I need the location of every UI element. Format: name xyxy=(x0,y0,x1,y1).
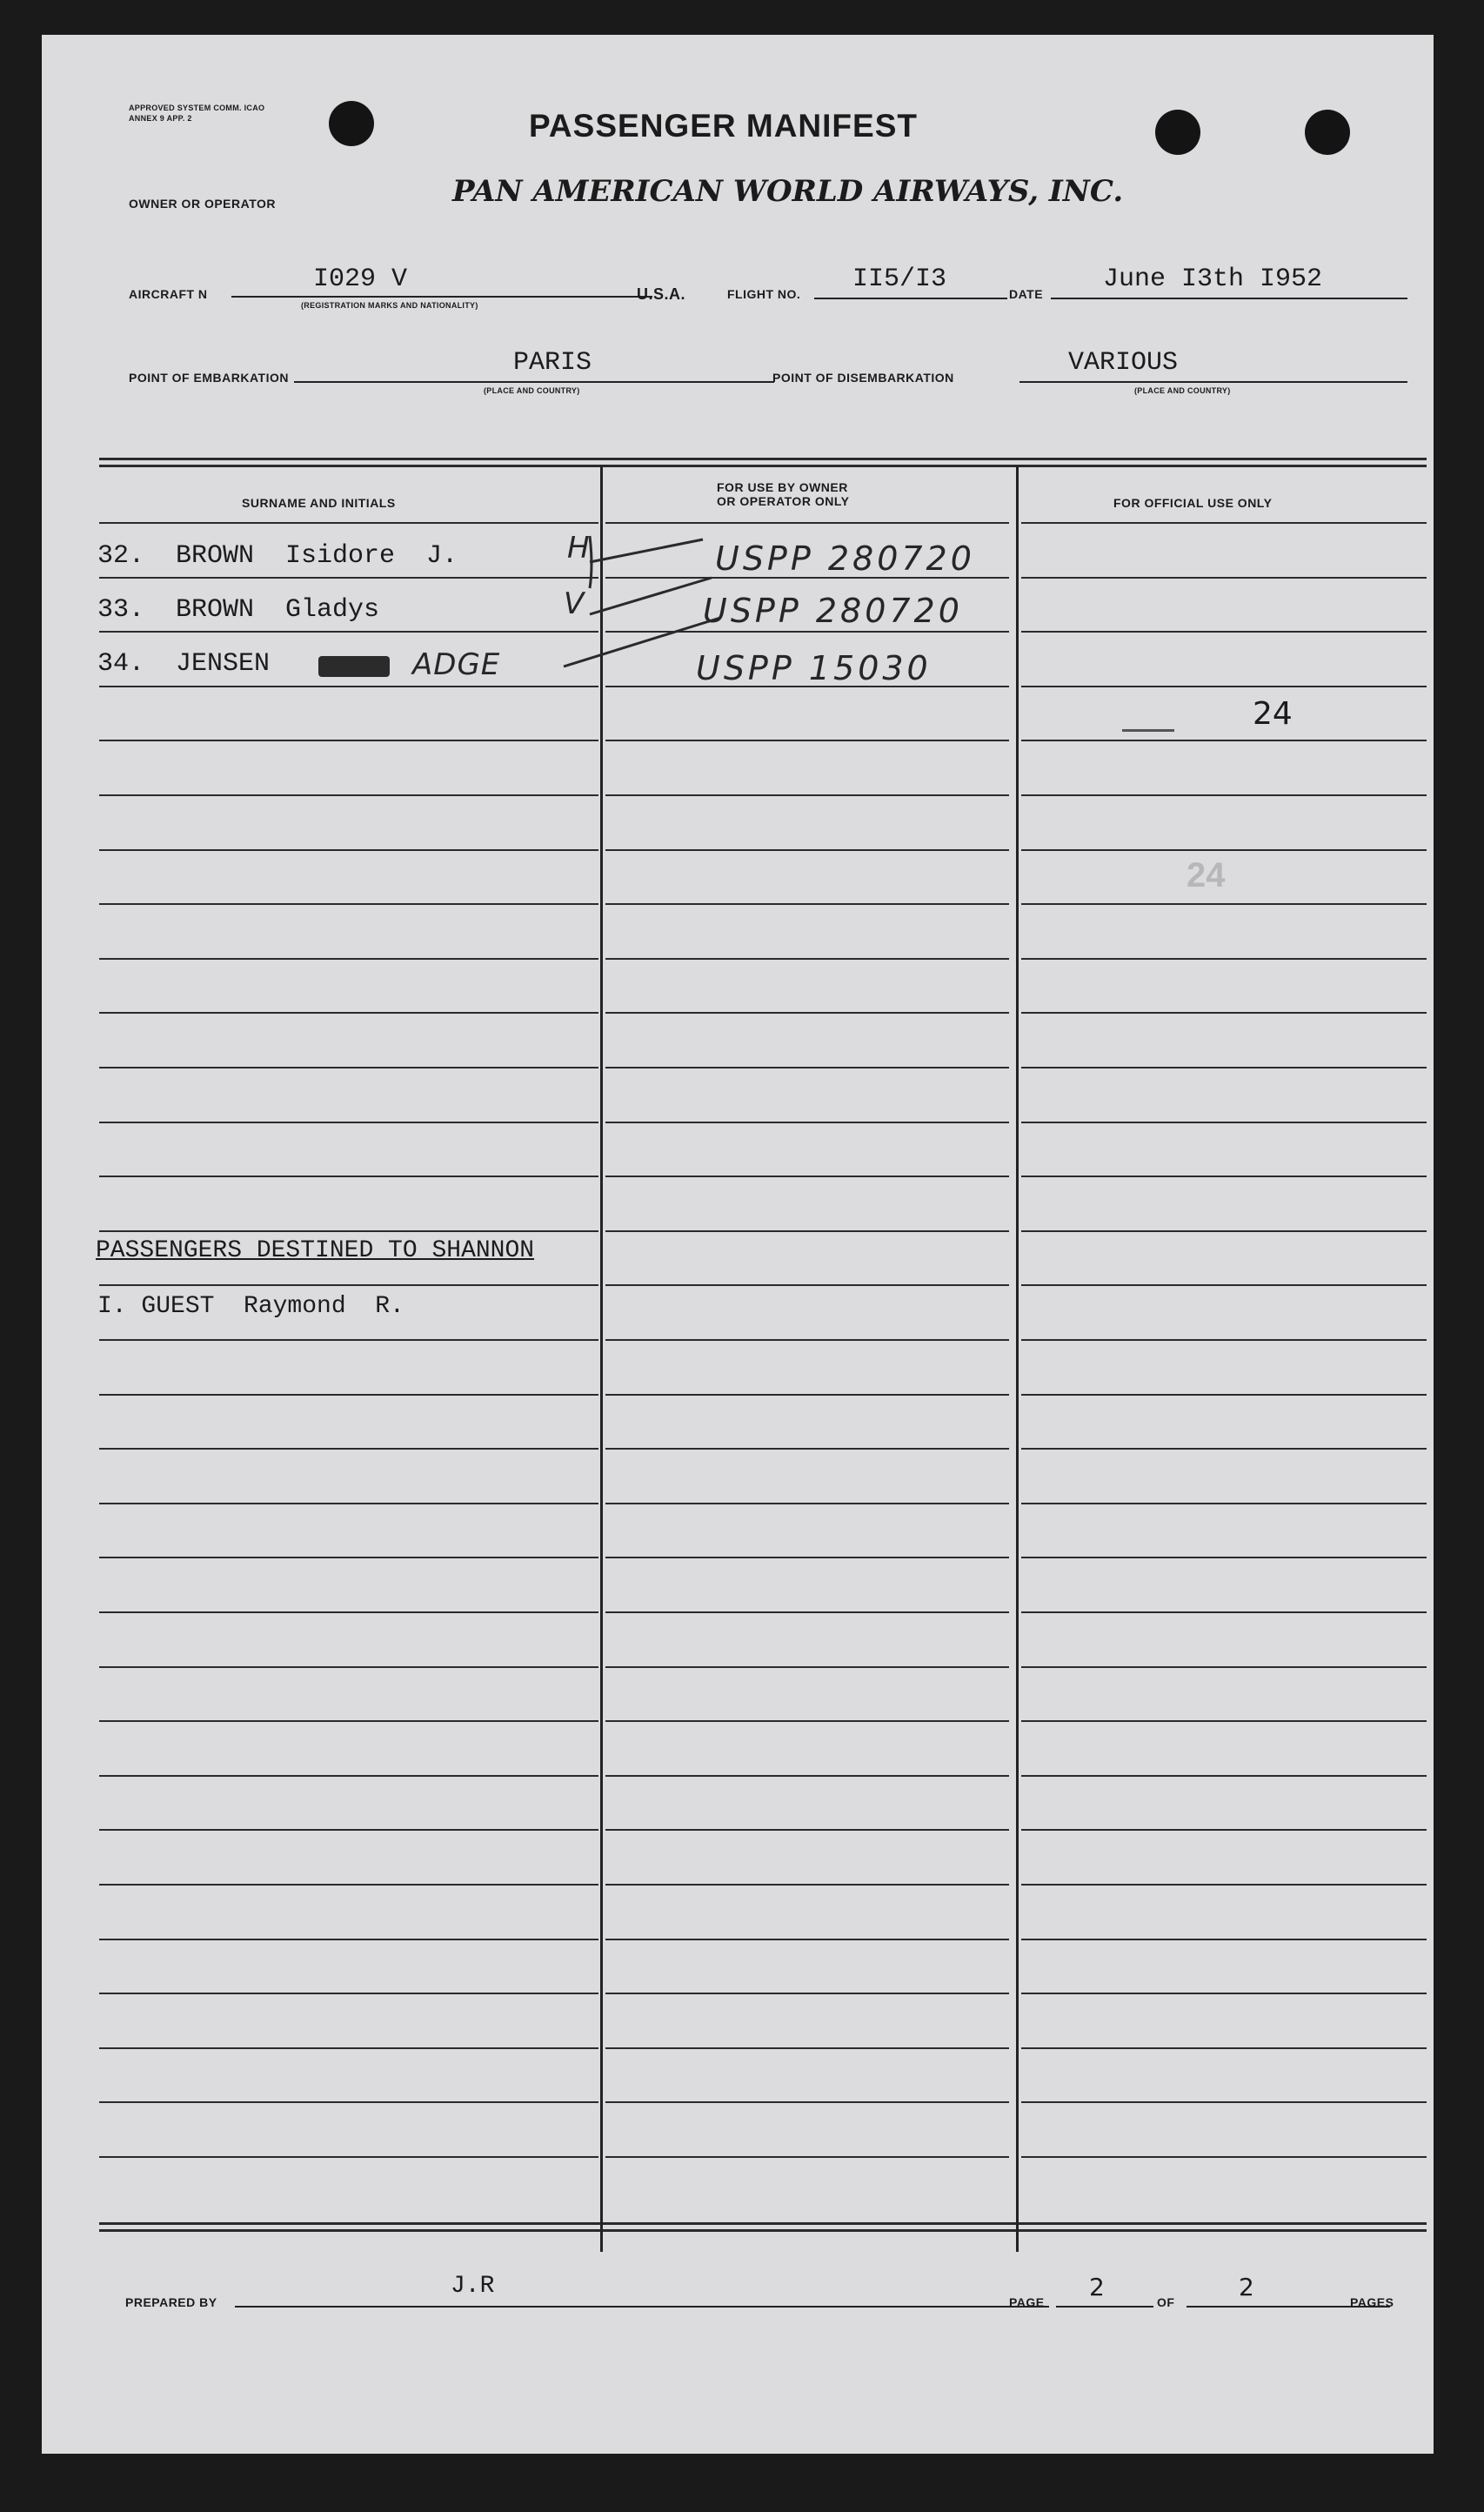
row-rule xyxy=(1021,794,1427,796)
row-rule xyxy=(605,1012,1009,1014)
punch-hole xyxy=(1155,110,1200,155)
row-rule xyxy=(99,958,598,960)
punch-hole xyxy=(1305,110,1350,155)
row-rule xyxy=(605,1394,1009,1396)
row-rule xyxy=(99,2101,598,2103)
row-rule xyxy=(605,794,1009,796)
row-rule xyxy=(605,1230,1009,1232)
row-rule xyxy=(99,1939,598,1940)
row-rule xyxy=(99,1230,598,1232)
handwritten-mark: ADGE xyxy=(412,647,501,682)
passenger-row-name: 34. JENSEN xyxy=(97,649,271,679)
pages-label: PAGES xyxy=(1350,2295,1394,2309)
passenger-row-name: 33. BROWN Gladys xyxy=(97,595,380,625)
row-rule xyxy=(1021,631,1427,633)
of-label: OF xyxy=(1157,2295,1175,2309)
embark-label: POINT OF EMBARKATION xyxy=(129,371,289,385)
row-rule xyxy=(99,1284,598,1286)
row-rule xyxy=(1021,1284,1427,1286)
row-rule xyxy=(605,1557,1009,1558)
row-rule xyxy=(99,1012,598,1014)
document-code: USPP 15030 xyxy=(696,649,932,687)
aircraft-value: I029 V xyxy=(313,265,408,294)
row-rule xyxy=(1021,1666,1427,1668)
row-rule xyxy=(605,2156,1009,2158)
usa-label: U.S.A. xyxy=(637,285,686,303)
official-count: 24 xyxy=(1253,696,1293,732)
row-rule xyxy=(99,1611,598,1613)
row-rule xyxy=(1021,1122,1427,1123)
of-value: 2 xyxy=(1239,2273,1254,2301)
row-rule xyxy=(605,1884,1009,1886)
row-rule xyxy=(99,1829,598,1831)
table-top-rule xyxy=(99,465,1427,467)
document-code: USPP 280720 xyxy=(715,539,975,578)
flight-value: II5/I3 xyxy=(852,265,947,294)
row-rule xyxy=(99,1993,598,1994)
row-rule xyxy=(605,1448,1009,1450)
document-code: USPP 280720 xyxy=(703,592,963,630)
flight-label: FLIGHT NO. xyxy=(727,287,801,301)
row-rule xyxy=(99,903,598,905)
row-rule xyxy=(99,2047,598,2049)
handwritten-mark: H xyxy=(567,531,593,566)
row-rule xyxy=(1021,1230,1427,1232)
col-header-owner-2: OR OPERATOR ONLY xyxy=(717,494,850,508)
row-rule xyxy=(1021,1067,1427,1068)
row-rule xyxy=(1021,686,1427,687)
row-rule xyxy=(99,1339,598,1341)
column-divider xyxy=(600,466,603,2252)
row-rule xyxy=(1021,849,1427,851)
date-label: DATE xyxy=(1009,287,1044,301)
row-rule xyxy=(99,1775,598,1777)
row-rule xyxy=(605,1611,1009,1613)
shannon-heading: PASSENGERS DESTINED TO SHANNON xyxy=(96,1237,535,1264)
company-name: PAN AMERICAN WORLD AIRWAYS, INC. xyxy=(452,174,1124,209)
row-rule xyxy=(99,1557,598,1558)
row-rule xyxy=(1021,1448,1427,1450)
table-bottom-rule xyxy=(99,2229,1427,2232)
row-rule xyxy=(1021,1939,1427,1940)
col-header-name: SURNAME AND INITIALS xyxy=(242,496,396,510)
row-rule xyxy=(99,2156,598,2158)
row-rule xyxy=(1021,740,1427,741)
row-rule xyxy=(99,1884,598,1886)
faint-dash xyxy=(1122,729,1174,732)
table-bottom-rule xyxy=(99,2222,1427,2225)
registration-caption: (REGISTRATION MARKS AND NATIONALITY) xyxy=(301,301,478,310)
row-rule xyxy=(605,903,1009,905)
row-rule xyxy=(99,1067,598,1068)
row-rule xyxy=(1021,903,1427,905)
row-rule xyxy=(99,631,598,633)
struck-out-text xyxy=(318,656,390,677)
row-rule xyxy=(1021,1394,1427,1396)
row-rule xyxy=(1021,1176,1427,1177)
col-header-owner-1: FOR USE BY OWNER xyxy=(717,480,848,494)
aircraft-label: AIRCRAFT N xyxy=(129,287,208,301)
manifest-sheet xyxy=(42,35,1434,2454)
row-rule xyxy=(99,1503,598,1504)
owner-label: OWNER OR OPERATOR xyxy=(129,197,276,211)
table-top-rule xyxy=(99,458,1427,460)
page-value: 2 xyxy=(1089,2273,1105,2301)
row-rule xyxy=(605,849,1009,851)
row-rule xyxy=(1021,1884,1427,1886)
row-rule xyxy=(99,1394,598,1396)
row-rule xyxy=(99,686,598,687)
row-rule xyxy=(605,1176,1009,1177)
row-rule xyxy=(605,2101,1009,2103)
row-rule xyxy=(1021,1720,1427,1722)
row-rule xyxy=(1021,958,1427,960)
row-rule xyxy=(1021,1339,1427,1341)
row-rule xyxy=(605,1503,1009,1504)
row-rule xyxy=(605,1122,1009,1123)
row-rule xyxy=(605,1939,1009,1940)
row-rule xyxy=(99,577,598,579)
date-value: June I3th I952 xyxy=(1103,265,1323,294)
row-rule xyxy=(605,2047,1009,2049)
row-rule xyxy=(1021,1503,1427,1504)
prepared-value: J.R xyxy=(451,2273,495,2300)
row-rule xyxy=(605,1829,1009,1831)
shannon-row: I. GUEST Raymond R. xyxy=(97,1293,404,1320)
page-title: PASSENGER MANIFEST xyxy=(529,108,918,144)
row-rule xyxy=(605,1993,1009,1994)
row-rule xyxy=(605,1775,1009,1777)
row-rule xyxy=(99,1122,598,1123)
row-rule xyxy=(1021,1012,1427,1014)
row-rule xyxy=(1021,522,1427,524)
disembark-value: VARIOUS xyxy=(1068,348,1179,378)
embark-caption: (PLACE AND COUNTRY) xyxy=(484,386,580,395)
row-rule xyxy=(605,740,1009,741)
row-rule xyxy=(99,794,598,796)
row-rule xyxy=(99,1720,598,1722)
row-rule xyxy=(605,1720,1009,1722)
row-rule xyxy=(1021,1829,1427,1831)
row-rule xyxy=(1021,2156,1427,2158)
row-rule xyxy=(605,1284,1009,1286)
row-rule xyxy=(1021,2101,1427,2103)
row-rule xyxy=(1021,1611,1427,1613)
row-rule xyxy=(99,1448,598,1450)
prepared-label: PREPARED BY xyxy=(125,2295,217,2309)
passenger-row-name: 32. BROWN Isidore J. xyxy=(97,541,458,571)
row-rule xyxy=(1021,1993,1427,1994)
row-rule xyxy=(1021,1557,1427,1558)
col-header-official: FOR OFFICIAL USE ONLY xyxy=(1113,496,1273,510)
embark-value: PARIS xyxy=(513,348,592,378)
disembark-caption: (PLACE AND COUNTRY) xyxy=(1134,386,1231,395)
page-label: PAGE xyxy=(1009,2295,1045,2309)
approval-stamp: APPROVED SYSTEM COMM. ICAO ANNEX 9 APP. 2 xyxy=(129,104,265,123)
row-rule xyxy=(99,522,598,524)
row-rule xyxy=(1021,577,1427,579)
row-rule xyxy=(99,740,598,741)
row-rule xyxy=(605,1666,1009,1668)
disembark-label: POINT OF DISEMBARKATION xyxy=(772,371,954,385)
row-rule xyxy=(605,1339,1009,1341)
row-rule xyxy=(99,849,598,851)
row-rule xyxy=(605,1067,1009,1068)
row-rule xyxy=(1021,1775,1427,1777)
handwritten-mark: V xyxy=(564,586,588,621)
official-count-faint: 24 xyxy=(1187,856,1226,894)
punch-hole xyxy=(329,101,374,146)
row-rule xyxy=(99,1176,598,1177)
row-rule xyxy=(99,1666,598,1668)
column-divider xyxy=(1016,466,1019,2252)
row-rule xyxy=(1021,2047,1427,2049)
row-rule xyxy=(605,958,1009,960)
